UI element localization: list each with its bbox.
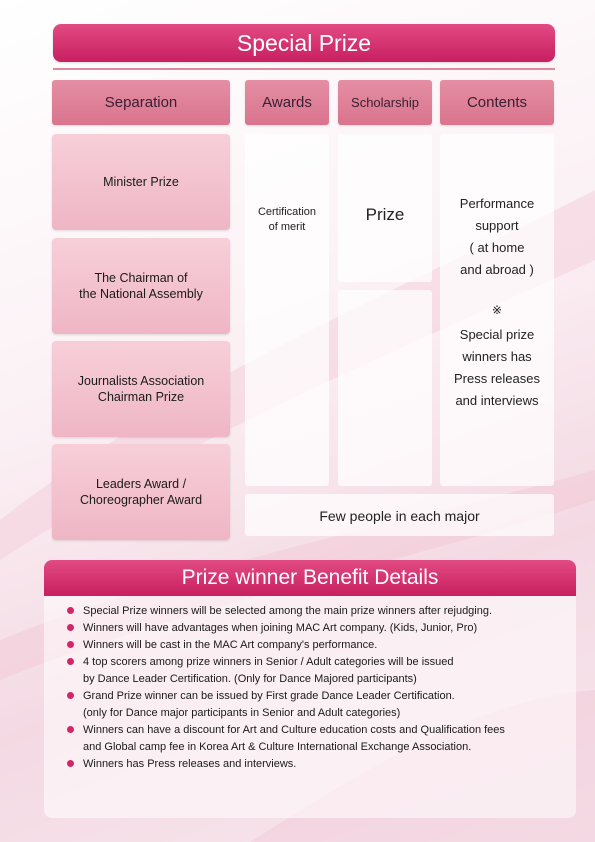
awards-text: Certification of merit [257,206,317,233]
list-item-text: Winners has Press releases and interviews. [83,758,297,770]
benefit-details-title: Prize winner Benefit Details [44,560,576,596]
list-item-text: Winners will have advantages when joining MAC Art company. (Kids, Junior, Pro) [83,622,478,634]
header-contents: Contents [440,80,554,125]
row-journalists-association: Journalists Association Chairman Prize [52,341,230,437]
bullet-icon [67,658,74,665]
row-minister-prize: Minister Prize [52,134,230,230]
list-item [67,603,572,620]
list-item [67,688,572,722]
list-item [67,620,572,637]
list-item-text: Special Prize winners will be selected among the main prize winners after rejudging. [83,605,493,617]
awards-cell [245,134,329,486]
header-separation: Separation [52,80,230,125]
list-item [67,637,572,654]
footer-text: Few people in each major [319,508,480,524]
special-prize-title: Special Prize [53,24,555,62]
bullet-icon [67,607,74,614]
header-scholarship: Scholarship [338,80,432,125]
list-item-text: Grand Prize winner can be issued by First grade Dance Leader Certification. (only for Dance major participants in Senior and Adult categories) [83,690,455,719]
list-item [67,654,572,688]
title-divider [53,68,555,70]
list-item-text: Winners will be cast in the MAC Art company's performance. [83,639,378,651]
contents-text: Performance support ( at home and abroad ) [459,196,535,277]
bullet-icon [67,726,74,733]
contents-note-mark: ※ [491,303,503,317]
scholarship-text: Prize [365,205,405,224]
row-chairman-national-assembly: The Chairman of the National Assembly [52,238,230,334]
bullet-icon [67,692,74,699]
list-item [67,722,572,756]
benefit-list [67,603,572,773]
list-item-text: 4 top scorers among prize winners in Senior / Adult categories will be issued by Dance Leader Certification. (Only for Dance Majored participants) [83,656,454,685]
list-item-text: Winners can have a discount for Art and Culture education costs and Qualification fees and Global camp fee in Korea Art & Culture International Exchange Association. [83,724,505,753]
row-leaders-award: Leaders Award / Choreographer Award [52,444,230,540]
list-item [67,756,572,773]
bullet-icon [67,760,74,767]
scholarship-cell-bottom [338,290,432,486]
bullet-icon [67,641,74,648]
header-awards: Awards [245,80,329,125]
contents-note: Special prize winners has Press releases and interviews [454,327,540,408]
bullet-icon [67,624,74,631]
